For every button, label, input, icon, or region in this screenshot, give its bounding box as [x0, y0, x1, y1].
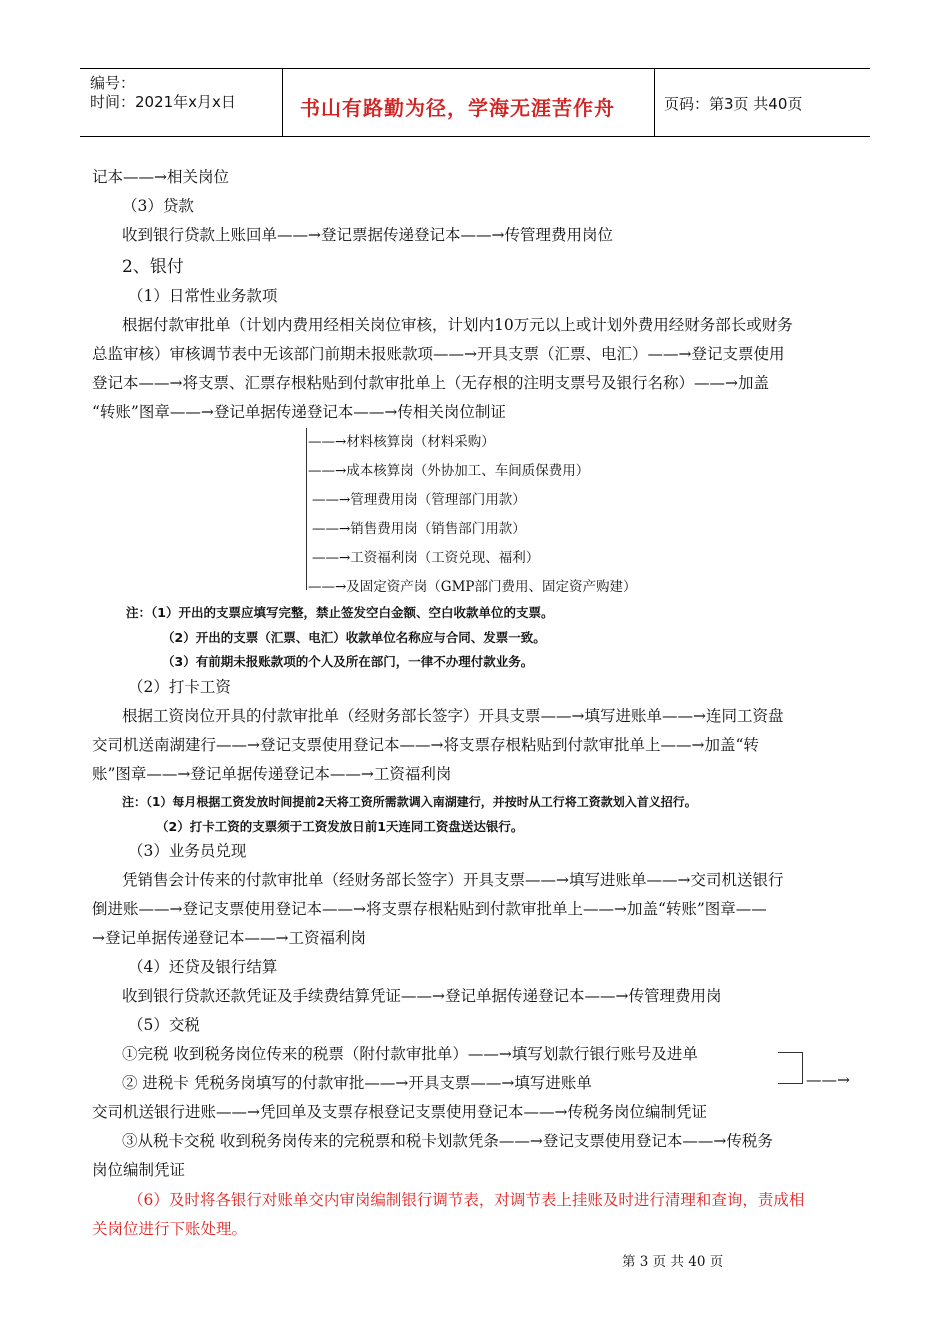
header-top-rule — [80, 68, 870, 69]
section-title: （3）业务员兑现 — [128, 842, 247, 860]
paragraph-line: 总监审核）审核调节表中无该部门前期未报账款项——→开具支票（汇票、电汇）——→登记支票使用 — [92, 345, 785, 363]
header-time-label: 时间：2021年x月x日 — [90, 93, 236, 111]
paragraph: 收到银行贷款上账回单——→登记票据传递登记本——→传管理费用岗位 — [122, 226, 613, 244]
merge-arrow: ——→ — [806, 1071, 850, 1089]
paragraph-line: 岗位编制凭证 — [92, 1161, 186, 1179]
branch-item: ——→销售费用岗（销售部门用款） — [312, 521, 526, 537]
note-line: （2）开出的支票（汇票、电汇）收款单位名称应与合同、发票一致。 — [162, 630, 546, 645]
paragraph-line: 登记本——→将支票、汇票存根粘贴到付款审批单上（无存根的注明支票号及银行名称）——→加盖 — [92, 374, 769, 392]
header-divider-left — [282, 68, 283, 136]
paragraph-line: →登记单据传递登记本——→工资福利岗 — [92, 929, 366, 947]
paragraph-line: 交司机送南湖建行——→登记支票使用登记本——→将支票存根粘贴到付款审批单上——→加盖“转 — [92, 736, 759, 754]
paragraph-line: 根据工资岗位开具的付款审批单（经财务部长签字）开具支票——→填写进账单——→连同工资盘 — [122, 707, 784, 725]
header-bottom-rule — [80, 136, 870, 137]
section-title: （1）日常性业务款项 — [128, 287, 278, 305]
merge-bracket — [778, 1052, 803, 1084]
branch-item: ——→工资福利岗（工资兑现、福利） — [312, 550, 540, 566]
section-title: （5）交税 — [128, 1016, 200, 1034]
paragraph-line: ③从税卡交税 收到税务岗传来的完税票和税卡划款凭条——→登记支票使用登记本——→传税务 — [122, 1132, 773, 1150]
section-title: （3）贷款 — [122, 197, 194, 215]
paragraph-line: 倒进账——→登记支票使用登记本——→将支票存根粘贴到付款审批单上——→加盖“转账”图章—— — [92, 900, 767, 918]
branch-bracket-line — [306, 428, 307, 590]
section-title: （4）还贷及银行结算 — [128, 958, 278, 976]
paragraph-line: ② 进税卡 凭税务岗填写的付款审批——→开具支票——→填写进账单 — [122, 1074, 592, 1092]
header-motto: 书山有路勤为径，学海无涯苦作舟 — [300, 96, 615, 120]
branch-item: ——→及固定资产岗（GMP部门费用、固定资产购建） — [308, 579, 637, 595]
paragraph-line: 凭销售会计传来的付款审批单（经财务部长签字）开具支票——→填写进账单——→交司机送银行 — [122, 871, 784, 889]
note-line: 注：（1）每月根据工资发放时间提前2天将工资所需款调入南湖建行，并按时从工行将工资款划入首义招行。 — [122, 795, 697, 809]
paragraph-line: 账”图章——→登记单据传递登记本——→工资福利岗 — [92, 765, 452, 783]
branch-item: ——→成本核算岗（外协加工、车间质保费用） — [308, 463, 590, 479]
header-number-label: 编号： — [90, 74, 136, 92]
text-line: 记本——→相关岗位 — [92, 168, 229, 186]
footer-page-number: 第 3 页 共 40 页 — [622, 1254, 724, 1270]
highlight-line: （6）及时将各银行对账单交内审岗编制银行调节表，对调节表上挂账及时进行清理和查询，责成相 — [128, 1191, 805, 1209]
paragraph-line: ①完税 收到税务岗位传来的税票（附付款审批单）——→填写划款行银行账号及进单 — [122, 1045, 698, 1063]
section-title: （2）打卡工资 — [128, 678, 231, 696]
header-divider-right — [654, 68, 655, 136]
note-line: 注：（1）开出的支票应填写完整，禁止签发空白金额、空白收款单位的支票。 — [126, 605, 554, 620]
paragraph-line: 根据付款审批单（计划内费用经相关岗位审核，计划内10万元以上或计划外费用经财务部长或财务 — [122, 316, 793, 334]
paragraph-line: “转账”图章——→登记单据传递登记本——→传相关岗位制证 — [92, 403, 506, 421]
section-heading: 2、银付 — [122, 257, 184, 277]
note-line: （2）打卡工资的支票须于工资发放日前1天连同工资盘送达银行。 — [156, 819, 524, 834]
paragraph-line: 交司机送银行进账——→凭回单及支票存根登记支票使用登记本——→传税务岗位编制凭证 — [92, 1103, 707, 1121]
paragraph: 收到银行贷款还款凭证及手续费结算凭证——→登记单据传递登记本——→传管理费用岗 — [122, 987, 722, 1005]
branch-item: ——→管理费用岗（管理部门用款） — [312, 492, 526, 508]
header-page-label: 页码：第3页 共40页 — [664, 95, 803, 113]
highlight-line: 关岗位进行下账处理。 — [92, 1220, 248, 1238]
note-line: （3）有前期未报账款项的个人及所在部门，一律不办理付款业务。 — [162, 654, 534, 669]
branch-item: ——→材料核算岗（材料采购） — [308, 434, 495, 450]
